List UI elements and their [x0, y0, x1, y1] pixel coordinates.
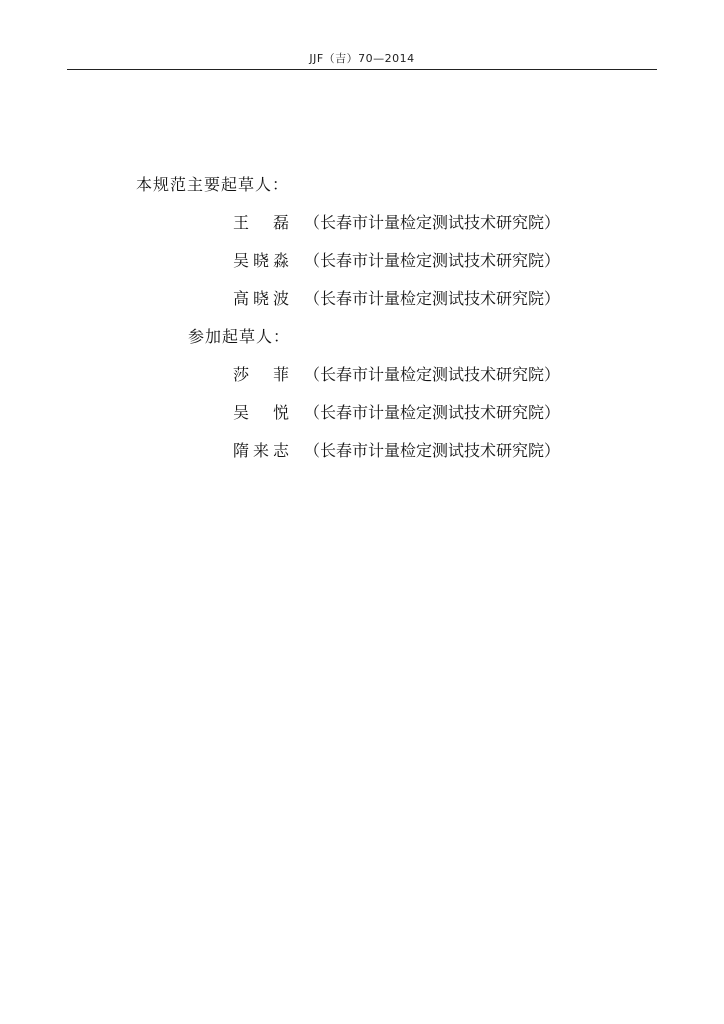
drafter-name: 高晓波 — [233, 289, 289, 308]
participating-drafter-entry — [233, 403, 578, 423]
main-drafter-entry — [233, 251, 578, 271]
drafter-organization: （长春市计量检定测试技术研究院） — [304, 289, 561, 308]
drafter-organization: （长春市计量检定测试技术研究院） — [304, 403, 561, 422]
drafter-name: 吴晓淼 — [233, 251, 289, 270]
main-drafters-heading: 本规范主要起草人： — [136, 175, 290, 194]
page-header-code: JJF（吉）70—2014 — [309, 52, 415, 65]
drafter-organization: （长春市计量检定测试技术研究院） — [304, 365, 561, 384]
participating-drafter-entry — [233, 365, 578, 385]
header-divider — [67, 69, 657, 70]
drafter-organization: （长春市计量检定测试技术研究院） — [304, 213, 561, 232]
participating-drafter-entry — [233, 441, 578, 461]
drafter-name: 王 磊 — [233, 213, 289, 232]
drafter-organization: （长春市计量检定测试技术研究院） — [304, 251, 561, 270]
drafter-organization: （长春市计量检定测试技术研究院） — [304, 441, 561, 460]
main-drafter-entry — [233, 289, 578, 309]
drafter-name: 吴 悦 — [233, 403, 289, 422]
drafter-name: 莎 菲 — [233, 365, 289, 384]
participating-drafters-heading: 参加起草人： — [188, 327, 291, 346]
main-drafter-entry — [233, 213, 578, 233]
drafter-name: 隋来志 — [233, 441, 289, 460]
